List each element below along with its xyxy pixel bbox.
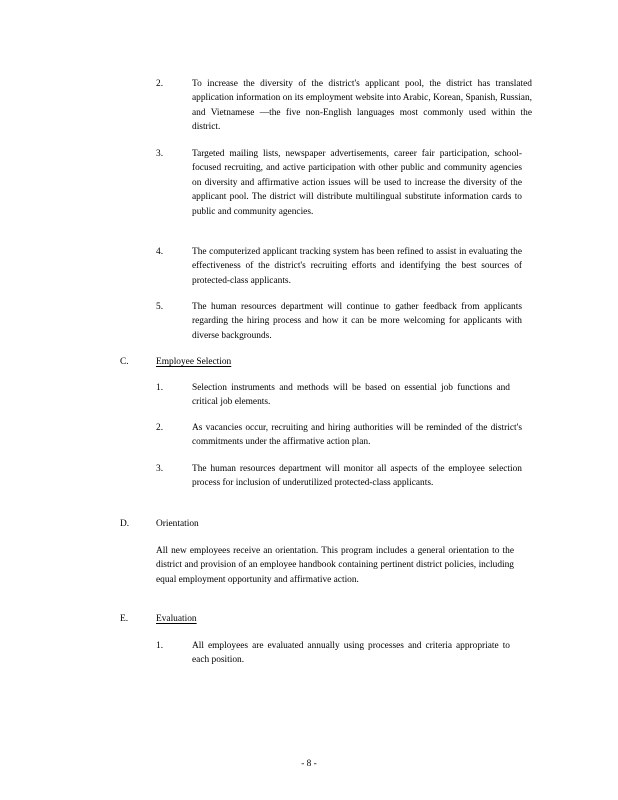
item-text: Targeted mailing lists, newspaper advertisements, career fair participation, school-focused recruiting, and active participation with other public and community agencies on diversity and affirmative action issues will be used to increase the diversity of the applicant pool. The district will distribute multilingual substitute information cards to public and community agencies. <box>192 149 522 217</box>
section-letter: D. <box>120 519 130 529</box>
item-text: The human resources department will continue to gather feedback from applicants regarding the hiring process and how it can be more welcoming for applicants with diverse backgrounds. <box>192 302 522 341</box>
item-number: 1. <box>156 641 164 651</box>
item-number: 2. <box>156 79 164 89</box>
item-text: All employees are evaluated annually using processes and criteria appropriate to each position. <box>192 641 510 666</box>
section-letter: E. <box>120 614 129 624</box>
section-heading: Orientation <box>156 519 199 529</box>
item-text: To increase the diversity of the district's applicant pool, the district has translated application information on its employment website into Arabic, Korean, Spanish, Russian, and Vietnamese —the five non-English languages most commonly used within the district. <box>192 79 532 133</box>
item-text: The human resources department will monitor all aspects of the employee selection process for inclusion of underutilized protected-class applicants. <box>192 464 522 489</box>
section-heading: Employee Selection <box>156 357 232 367</box>
item-number: 5. <box>156 302 164 312</box>
section-heading: Evaluation <box>156 614 197 624</box>
item-number: 4. <box>156 247 164 257</box>
page-number: - 8 - <box>301 759 317 769</box>
section-paragraph: All new employees receive an orientation. This program includes a general orientation to the district and provision of an employee handbook containing pertinent district policies, including equal employment opportunity and affirmative action. <box>156 546 514 585</box>
item-number: 2. <box>156 423 164 433</box>
section-letter: C. <box>120 357 129 367</box>
item-text: As vacancies occur, recruiting and hiring authorities will be reminded of the district's commitments under the affirmative action plan. <box>192 423 522 448</box>
item-number: 1. <box>156 383 164 393</box>
item-number: 3. <box>156 149 164 159</box>
item-text: Selection instruments and methods will be based on essential job functions and critical job elements. <box>192 383 510 408</box>
item-number: 3. <box>156 464 164 474</box>
item-text: The computerized applicant tracking system has been refined to assist in evaluating the effectiveness of the district's recruiting efforts and identifying the best sources of protected-class applicants. <box>192 247 522 286</box>
